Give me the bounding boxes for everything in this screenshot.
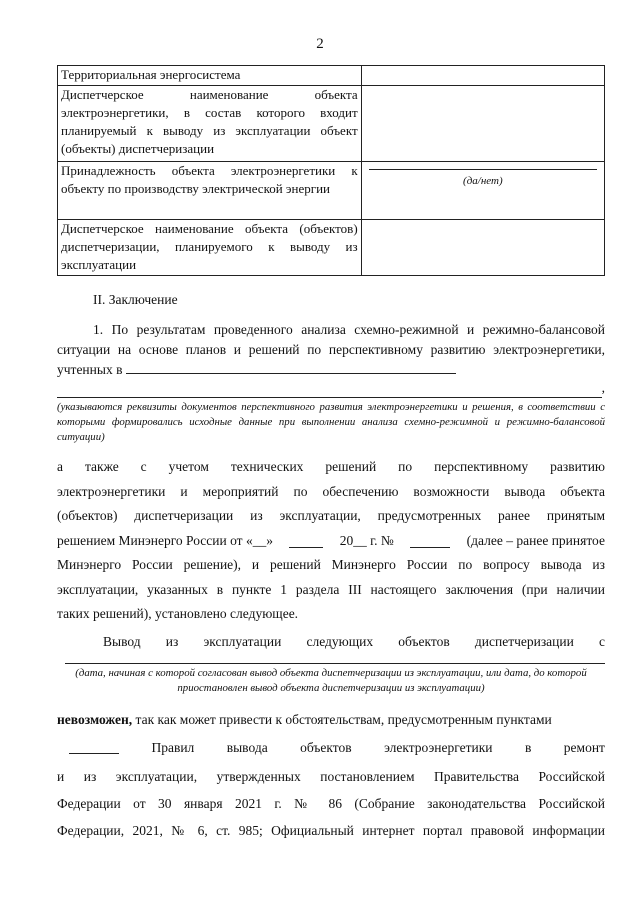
info-table — [57, 65, 605, 276]
decision-date-line: решением Минэнерго России от «__» 20__ г. № (далее – ранее принятое — [57, 532, 605, 548]
row-label: Диспетчерское наименование объекта (объектов) диспетчеризации, планируемого к выводу из эксплуатации — [58, 220, 362, 276]
paragraph-1: 1. По результатам проведенного анализа схемно-режимной и режимно-балансовой ситуации на основе планов и решений по перспективному развитию электроэнергетики, учтенных в — [57, 322, 605, 377]
paragraph-2: а также с учетом технических решений по перспективному развитию электроэнергетики и мероприятий по обеспечению возможности вывода объекта (объектов) диспетчеризации из эксплуатации, предусмотренных ранее принятым решением Минэнерго России от «__» 20__ г. № (далее – ранее принятое Минэнерго России решение), и решений Минэнерго России по вопросу вывода из эксплуатации, указанных в пункте 1 раздела III настоящего заключения (при наличии таких решений), установлено следующее. — [57, 459, 605, 621]
blank-line — [410, 535, 450, 548]
table-row — [58, 220, 605, 276]
row-label: Территориальная энергосистема — [58, 66, 362, 86]
blank-line — [126, 361, 456, 374]
table-row — [58, 66, 605, 86]
page-number: 2 — [316, 36, 324, 52]
date-rule — [57, 662, 605, 664]
blank-line — [69, 741, 119, 754]
row-value-cell — [361, 86, 604, 162]
blank-line — [289, 535, 323, 548]
note-date: (дата, начиная с которой согласован вывод объекта диспетчеризации из эксплуатации, или дата, до которой приостановлен вывод объекта диспетчеризации из эксплуатации) — [75, 667, 587, 694]
blank-line — [57, 396, 602, 398]
note-documents: (указываются реквизиты документов перспективного развития электроэнергетики и решения, в соответствии с которыми формировались исходные данные при выполнении анализа схемно-режимной и режимно-балансовой ситуации) — [57, 401, 605, 443]
paragraph-5: Правил вывода объектов электроэнергетики в ремонт — [57, 738, 605, 758]
row-value-cell — [361, 66, 604, 86]
blank-line — [65, 662, 605, 664]
row-value-cell — [361, 162, 604, 220]
paragraph-3: Вывод из эксплуатации следующих объектов диспетчеризации с — [103, 634, 605, 649]
row-value-cell — [361, 220, 604, 276]
table-row — [58, 86, 605, 162]
paragraph-6: и из эксплуатации, утвержденных постановлением Правительства Российской Федерации от 30 января 2021 г. № 86 (Собрание законодательства Российской Федерации, 2021, № 6, ст. 985; Официальный интернет портал правовой информации — [57, 769, 605, 838]
row-label: Принадлежность объекта электроэнергетики к объекту по производству электрической энергии — [58, 162, 362, 220]
yes-no-hint: (да/нет) — [463, 175, 503, 187]
paragraph-1-rule: , — [57, 378, 605, 398]
row-label: Диспетчерское наименование объекта электроэнергетики, в состав которого входит планируемый к выводу из эксплуатации объект (объекты) диспетчеризации — [58, 86, 362, 162]
table-row — [58, 162, 605, 220]
value-underline — [369, 168, 597, 170]
section-heading: II. Заключение — [93, 292, 178, 307]
paragraph-4: невозможен, так как может привести к обстоятельствам, предусмотренным пунктами — [57, 712, 552, 727]
